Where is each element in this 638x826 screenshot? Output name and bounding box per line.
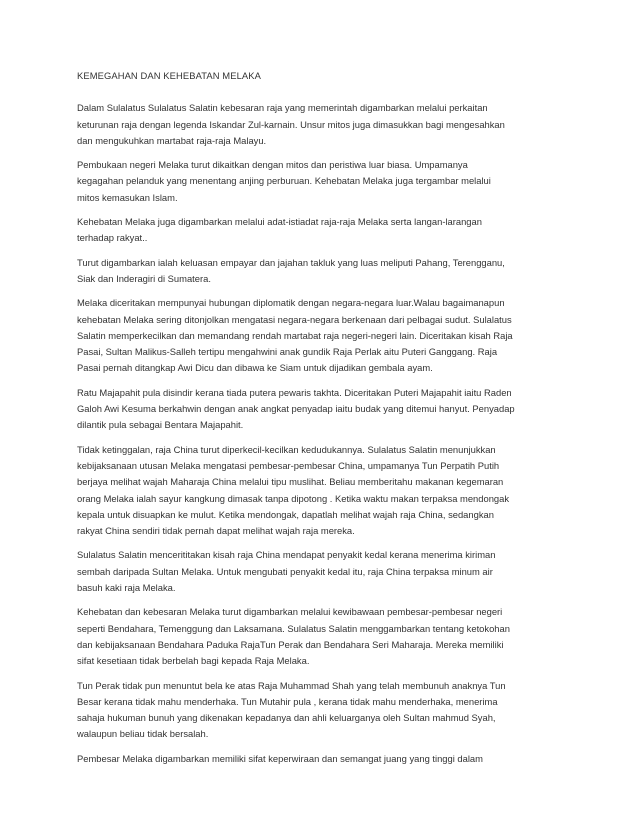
text-line: sahaja hukuman bunuh yang dikenakan kepadanya dan ahli keluarganya oleh Sultan mahmud Syah, [77,712,496,724]
paragraph [77,547,567,596]
paragraph [77,255,567,288]
text-line: kebijaksanaan utusan Melaka mengatasi pembesar-pembesar China, umpamanya Tun Perpatih Putih [77,459,500,471]
paragraph-list [77,100,567,767]
paragraph [77,751,567,767]
text-line: walaupun beliau tidak bersalah. [77,728,209,740]
text-line: Salatin memperkecilkan dan memandang rendah martabat raja negeri-negeri lain. Diceritakan kisah Raja [77,329,513,341]
paragraph [77,100,567,149]
text-line: dilantik pula sebagai Bentara Majapahit. [77,419,244,431]
document-body [77,68,567,775]
text-line: Turut digambarkan ialah keluasan empayar dan jajahan takluk yang luas meliputi Pahang, Terengganu, [77,256,505,268]
text-line: Pasai, Sultan Malikus-Salleh tertipu mengahwini anak gundik Raja Perlak aitu Puteri Ganggang. Raja [77,346,498,358]
text-line: mitos kemasukan Islam. [77,191,178,203]
paragraph [77,214,567,247]
text-line: sembah daripada Sultan Melaka. Untuk mengubati penyakit kedal itu, raja China terpaksa minum air [77,565,493,577]
text-line: Sulalatus Salatin mencerititakan kisah raja China mendapat penyakit kedal kerana menerima kiriman [77,549,496,561]
text-line: basuh kaki raja Melaka. [77,582,176,594]
text-line: seperti Bendahara, Temenggung dan Laksamana. Sulalatus Salatin menggambarkan tentang ketokohan [77,622,510,634]
text-line: Pembukaan negeri Melaka turut dikaitkan dengan mitos dan peristiwa luar biasa. Umpamanya [77,159,468,171]
document-title: KEMEGAHAN DAN KEHEBATAN MELAKA [77,70,261,81]
text-line: Pembesar Melaka digambarkan memiliki sifat keperwiraan dan semangat juang yang tinggi dalam [77,752,483,764]
text-line: Melaka diceritakan mempunyai hubungan diplomatik dengan negara-negara luar.Walau bagaimanapun [77,297,505,309]
text-line: kehebatan Melaka sering ditonjolkan mengatasi negara-negara berkenaan dari pelbagai sudut. Sulalatus [77,313,512,325]
text-line: keturunan raja dengan legenda Iskandar Zul-karnain. Unsur mitos juga dimasukkan bagi mengesahkan [77,118,505,130]
paragraph [77,295,567,376]
text-line: Tidak ketinggalan, raja China turut diperkecil-kecilkan kedudukannya. Sulalatus Salatin menunjukkan [77,443,496,455]
text-line: Galoh Awi Kesuma berkahwin dengan anak angkat penyadap iaitu budak yang ditemui hanyut. Penyadap [77,403,515,415]
text-line: Siak dan Inderagiri di Sumatera. [77,272,211,284]
paragraph [77,678,567,743]
text-line: Besar kerana tidak mahu menderhaka. Tun Mutahir pula , kerana tidak mahu menderhaka, menerima [77,695,498,707]
paragraph [77,604,567,669]
text-line: rakyat China sendiri tidak pernah dapat melihat wajah raja mereka. [77,525,355,537]
text-line: terhadap rakyat.. [77,232,148,244]
text-line: Tun Perak tidak pun menuntut bela ke atas Raja Muhammad Shah yang telah membunuh anaknya Tun [77,679,506,691]
text-line: Kehebatan dan kebesaran Melaka turut digambarkan melalui kewibawaan pembesar-pembesar negeri [77,606,503,618]
text-line: kegagahan pelanduk yang menentang anjing perburuan. Kehebatan Melaka juga tergambar melalui [77,175,491,187]
text-line: dan kebijaksanaan Bendahara Paduka RajaTun Perak dan Bendahara Seri Maharaja. Mereka memiliki [77,638,504,650]
paragraph [77,442,567,540]
text-line: orang Melaka ialah sayur kangkung dimasak tanpa dipotong . Ketika waktu makan terpaksa mendongak [77,492,510,504]
text-line: Kehebatan Melaka juga digambarkan melalui adat-istiadat raja-raja Melaka serta langan-larangan [77,216,482,228]
paragraph [77,157,567,206]
text-line: Ratu Majapahit pula disindir kerana tiada putera pewaris takhta. Diceritakan Puteri Majapahit iaitu Raden [77,386,512,398]
text-line: Dalam Sulalatus Sulalatus Salatin kebesaran raja yang memerintah digambarkan melalui perkaitan [77,102,488,114]
text-line: Pasai pernah ditangkap Awi Dicu dan dibawa ke Siam untuk dijadikan gembala ayam. [77,362,433,374]
text-line: berjaya melihat wajah Maharaja China melalui tipu muslihat. Beliau memberitahu makanan kegemaran [77,476,504,488]
text-line: dan mengukuhkan martabat raja-raja Malayu. [77,134,267,146]
text-line: kepala untuk disuapkan ke mulut. Ketika mendongak, dapatlah melihat wajah raja China, sedangkan [77,508,494,520]
paragraph [77,385,567,434]
text-line: sifat kesetiaan tidak berbelah bagi kepada Raja Melaka. [77,655,310,667]
